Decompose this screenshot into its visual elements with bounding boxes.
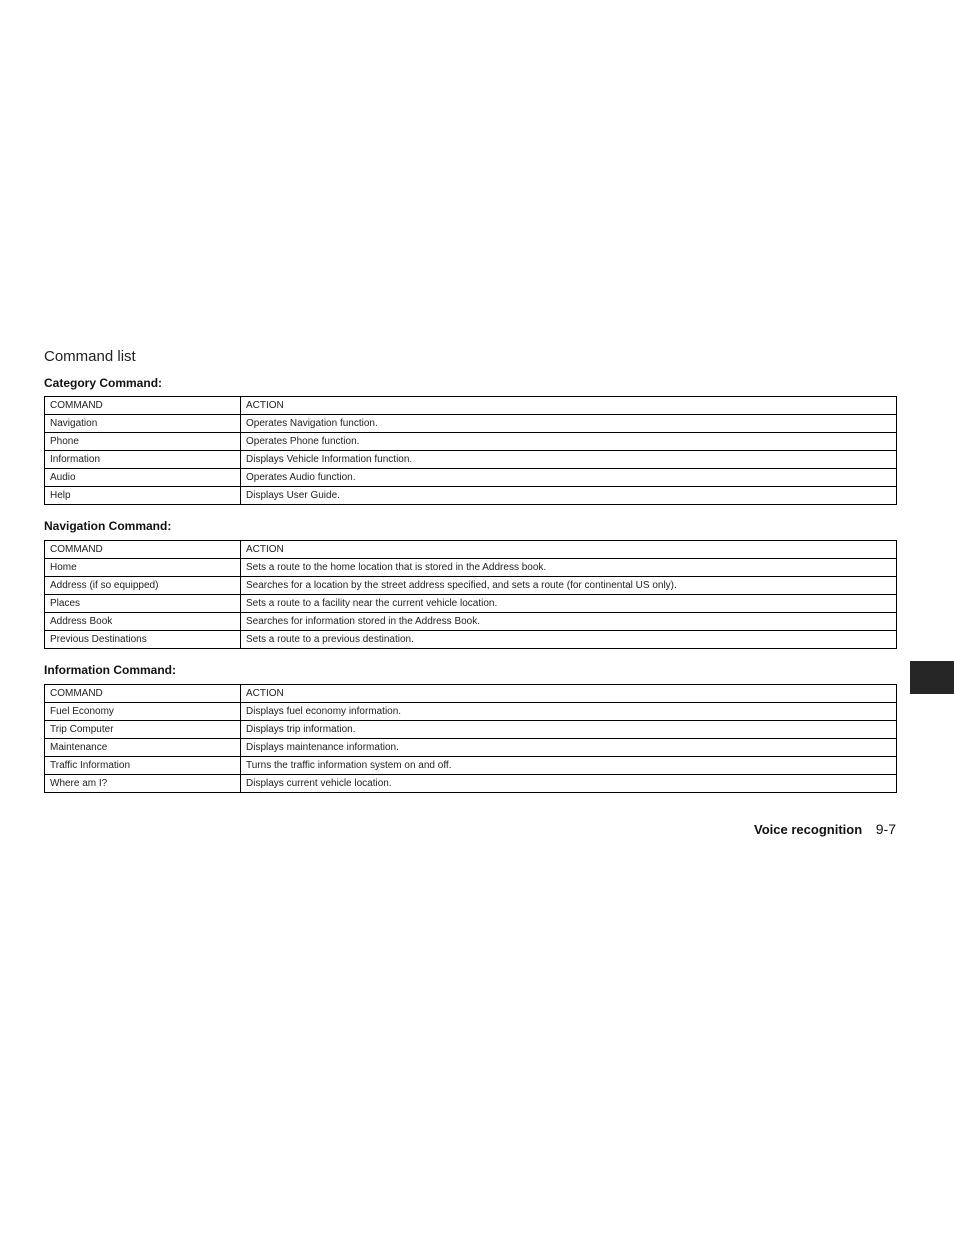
page-footer [754,821,896,837]
command-cell: Information [45,451,241,469]
action-cell: Displays Vehicle Information function. [241,451,897,469]
page-title: Command list [44,348,136,365]
category-command-heading: Category Command: [44,376,163,390]
table-header-row [45,397,897,415]
chapter-thumb-tab [910,661,954,694]
action-cell: Displays trip information. [241,721,897,739]
information-command-heading: Information Command: [44,663,176,677]
footer-page-number: 9-7 [875,821,896,837]
action-cell: Displays current vehicle location. [241,775,897,793]
table-row [45,415,897,433]
action-cell: Displays maintenance information. [241,739,897,757]
command-cell: Fuel Economy [45,703,241,721]
action-cell: Turns the traffic information system on and off. [241,757,897,775]
table-header-row [45,685,897,703]
column-header-command: COMMAND [45,685,241,703]
action-cell: Displays User Guide. [241,487,897,505]
table-header-row [45,541,897,559]
footer-section-name: Voice recognition [754,822,863,837]
command-cell: Home [45,559,241,577]
command-cell: Trip Computer [45,721,241,739]
command-cell: Address (if so equipped) [45,577,241,595]
table-row [45,703,897,721]
table-row [45,775,897,793]
action-cell: Searches for a location by the street address specified, and sets a route (for continental US only). [241,577,897,595]
table-row [45,739,897,757]
navigation-command-heading: Navigation Command: [44,519,172,533]
table-row [45,595,897,613]
table-row [45,469,897,487]
command-cell: Traffic Information [45,757,241,775]
action-cell: Operates Audio function. [241,469,897,487]
command-cell: Help [45,487,241,505]
column-header-action: ACTION [241,397,897,415]
command-cell: Phone [45,433,241,451]
table-row [45,613,897,631]
command-cell: Audio [45,469,241,487]
action-cell: Operates Navigation function. [241,415,897,433]
navigation-command-table [44,540,897,649]
category-command-table [44,396,897,505]
column-header-command: COMMAND [45,541,241,559]
command-cell: Previous Destinations [45,631,241,649]
command-cell: Address Book [45,613,241,631]
action-cell: Displays fuel economy information. [241,703,897,721]
action-cell: Sets a route to a facility near the current vehicle location. [241,595,897,613]
table-row [45,577,897,595]
action-cell: Searches for information stored in the Address Book. [241,613,897,631]
command-cell: Navigation [45,415,241,433]
action-cell: Sets a route to a previous destination. [241,631,897,649]
action-cell: Operates Phone function. [241,433,897,451]
column-header-command: COMMAND [45,397,241,415]
table-row [45,559,897,577]
command-cell: Where am I? [45,775,241,793]
command-cell: Maintenance [45,739,241,757]
column-header-action: ACTION [241,541,897,559]
table-row [45,721,897,739]
table-row [45,433,897,451]
table-row [45,487,897,505]
column-header-action: ACTION [241,685,897,703]
command-cell: Places [45,595,241,613]
action-cell: Sets a route to the home location that is stored in the Address book. [241,559,897,577]
table-row [45,757,897,775]
table-row [45,631,897,649]
table-row [45,451,897,469]
information-command-table [44,684,897,793]
